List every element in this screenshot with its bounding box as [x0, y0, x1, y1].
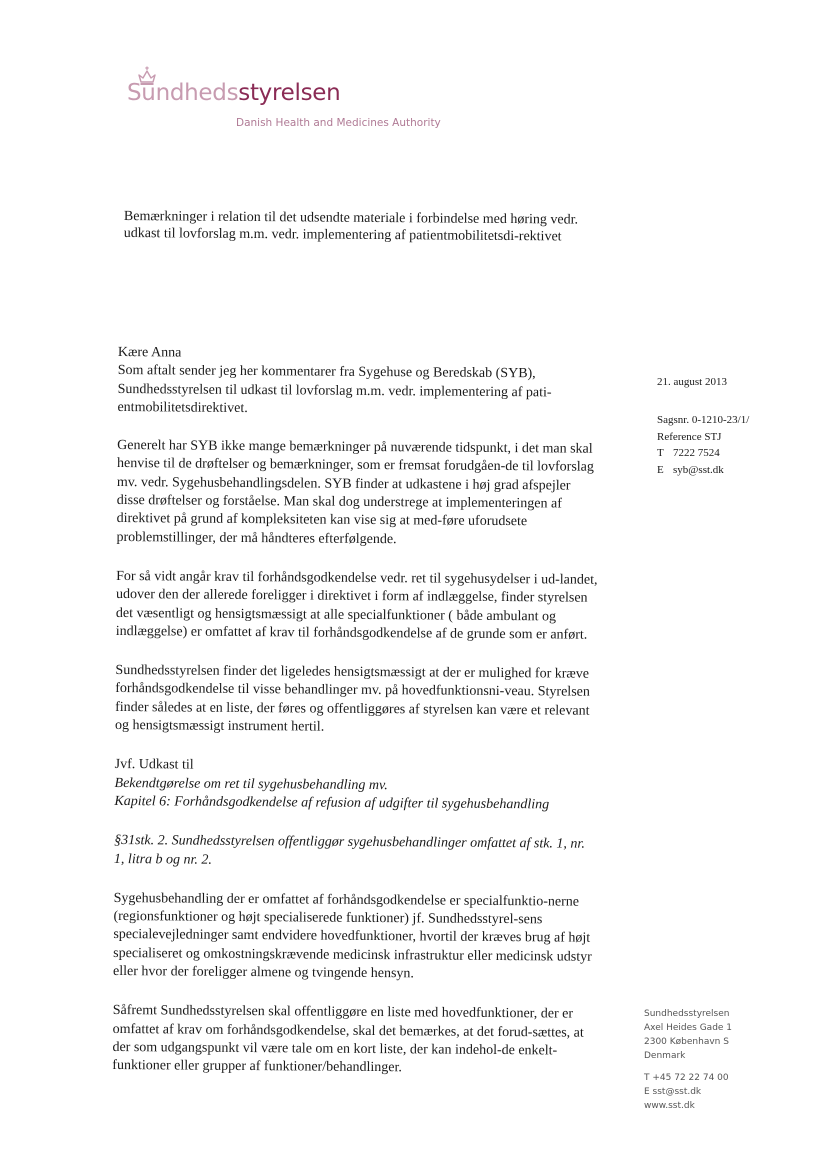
- paragraph: Sundhedsstyrelsen finder det ligeledes hensigtsmæssigt at der er mulighed for kræve forhåndsgodkendelse til visse behandlinger mv. på hovedfunktionsni-veau. Styrelsen finder således at en liste, der føres og offentliggøres af styrelsen kan være et relevant og hensigtsmæssigt instrument hertil.: [114, 663, 590, 735]
- logo-wordmark-part1: Sundheds: [127, 80, 239, 106]
- intro-paragraph: Som aftalt sender jeg her kommentarer fra Sygehuse og Beredskab (SYB), Sundhedsstyrelsen til udkast til lovforslag m.m. vedr. implementering af pati-entmobilitetsdirektivet.: [117, 363, 552, 416]
- paragraph: Sygehusbehandling der er omfattet af forhåndsgodkendelse er specialfunktio-nerne (regionsfunktioner og højt specialiserede funktioner) jf. Sundhedsstyrel-sens specialevejledninger samt endvidere hovedfunktioner, hvortil der kræves brug af højt specialiseret og omkostningskrævende medicinsk infrastruktur eller medicinsk udstyr eller hvor der foreligger almene og tvingende hensyn.: [113, 890, 592, 982]
- footer-address: [644, 1007, 732, 1113]
- footer-city: 2300 København S: [644, 1037, 729, 1047]
- case-details: [657, 412, 749, 478]
- reference-intro: Jvf. Udkast til: [114, 757, 194, 773]
- footer-web: www.sst.dk: [644, 1101, 695, 1111]
- phone-number: 7222 7524: [673, 447, 720, 459]
- greeting: Kære Anna: [117, 344, 182, 361]
- logo: [127, 66, 457, 136]
- footer-phone: T +45 72 22 74 00: [644, 1073, 729, 1083]
- phone-row: [657, 445, 749, 462]
- footer-email: E sst@sst.dk: [644, 1087, 702, 1097]
- reference: Reference STJ: [657, 430, 722, 443]
- reference-title: Bekendtgørelse om ret til sygehusbehandling mv.: [114, 775, 388, 793]
- logo-wordmark: [127, 80, 340, 106]
- footer-country: Denmark: [644, 1051, 686, 1061]
- subject-heading: Bemærkninger i relation til det udsendte materiale i forbindelse med høring vedr. udkast til lovforslag m.m. vedr. implementering af patientmobilitetsdi-rektivet: [123, 208, 579, 245]
- email-label: E: [657, 463, 664, 476]
- logo-wordmark-part2: styrelsen: [238, 80, 341, 106]
- letter-body: [112, 344, 602, 1100]
- paragraph: For så vidt angår krav til forhåndsgodkendelse vedr. ret til sygehusydelser i ud-landet, udover den der allerede foreligger i direktivet i form af indlæggelse, finder styrelsen det væsentligt og hensigtsmæssigt at alle specialfunktioner ( både ambulant og indlæggelse) er omfattet af krav til forhåndsgodkendelse af de grunde som er anført.: [115, 568, 598, 643]
- footer-org: Sundhedsstyrelsen: [644, 1009, 730, 1019]
- reference-chapter: Kapitel 6: Forhåndsgodkendelse af refusion af udgifter til sygehusbehandling: [114, 793, 550, 813]
- email-row: [657, 462, 749, 479]
- case-number: Sagsnr. 0-1210-23/1/: [657, 414, 750, 426]
- letter-date: 21. august 2013: [657, 376, 727, 388]
- footer-street: Axel Heides Gade 1: [644, 1023, 733, 1033]
- paragraph: Såfremt Sundhedsstyrelsen skal offentliggøre en liste med hovedfunktioner, der er omfattet af krav om forhåndsgodkendelse, skal det bemærkes, at det forud-sættes, at der som udgangspunkt vil være tale om en kort liste, der kan indehol-de enkelt-funktioner eller grupper af funktioner/behandlinger.: [112, 1003, 584, 1076]
- logo-tagline: Danish Health and Medicines Authority: [236, 117, 441, 129]
- email-address: syb@sst.dk: [673, 463, 724, 476]
- paragraph-reference: §31stk. 2. Sundhedsstyrelsen offentliggør sygehusbehandlinger omfattet af stk. 1, nr. 1, litra b og nr. 2.: [113, 833, 585, 868]
- phone-label: T: [657, 447, 664, 459]
- paragraph: Generelt har SYB ikke mange bemærkninger på nuværende tidspunkt, i det man skal henvise til de drøftelser og bemærkninger, som er fremsat forudgåen-de til lovforslag mv. vedr. Sygehusbehandlingsdelen. SYB finder at udkastene i høj grad afspejler disse drøftelser og forståelse. Man skal dog understrege at implementeringen af direktivet på grund af kompleksiteten kan vise sig at med-føre uforudsete problemstillinger, der må håndteres efterfølgende.: [116, 438, 594, 547]
